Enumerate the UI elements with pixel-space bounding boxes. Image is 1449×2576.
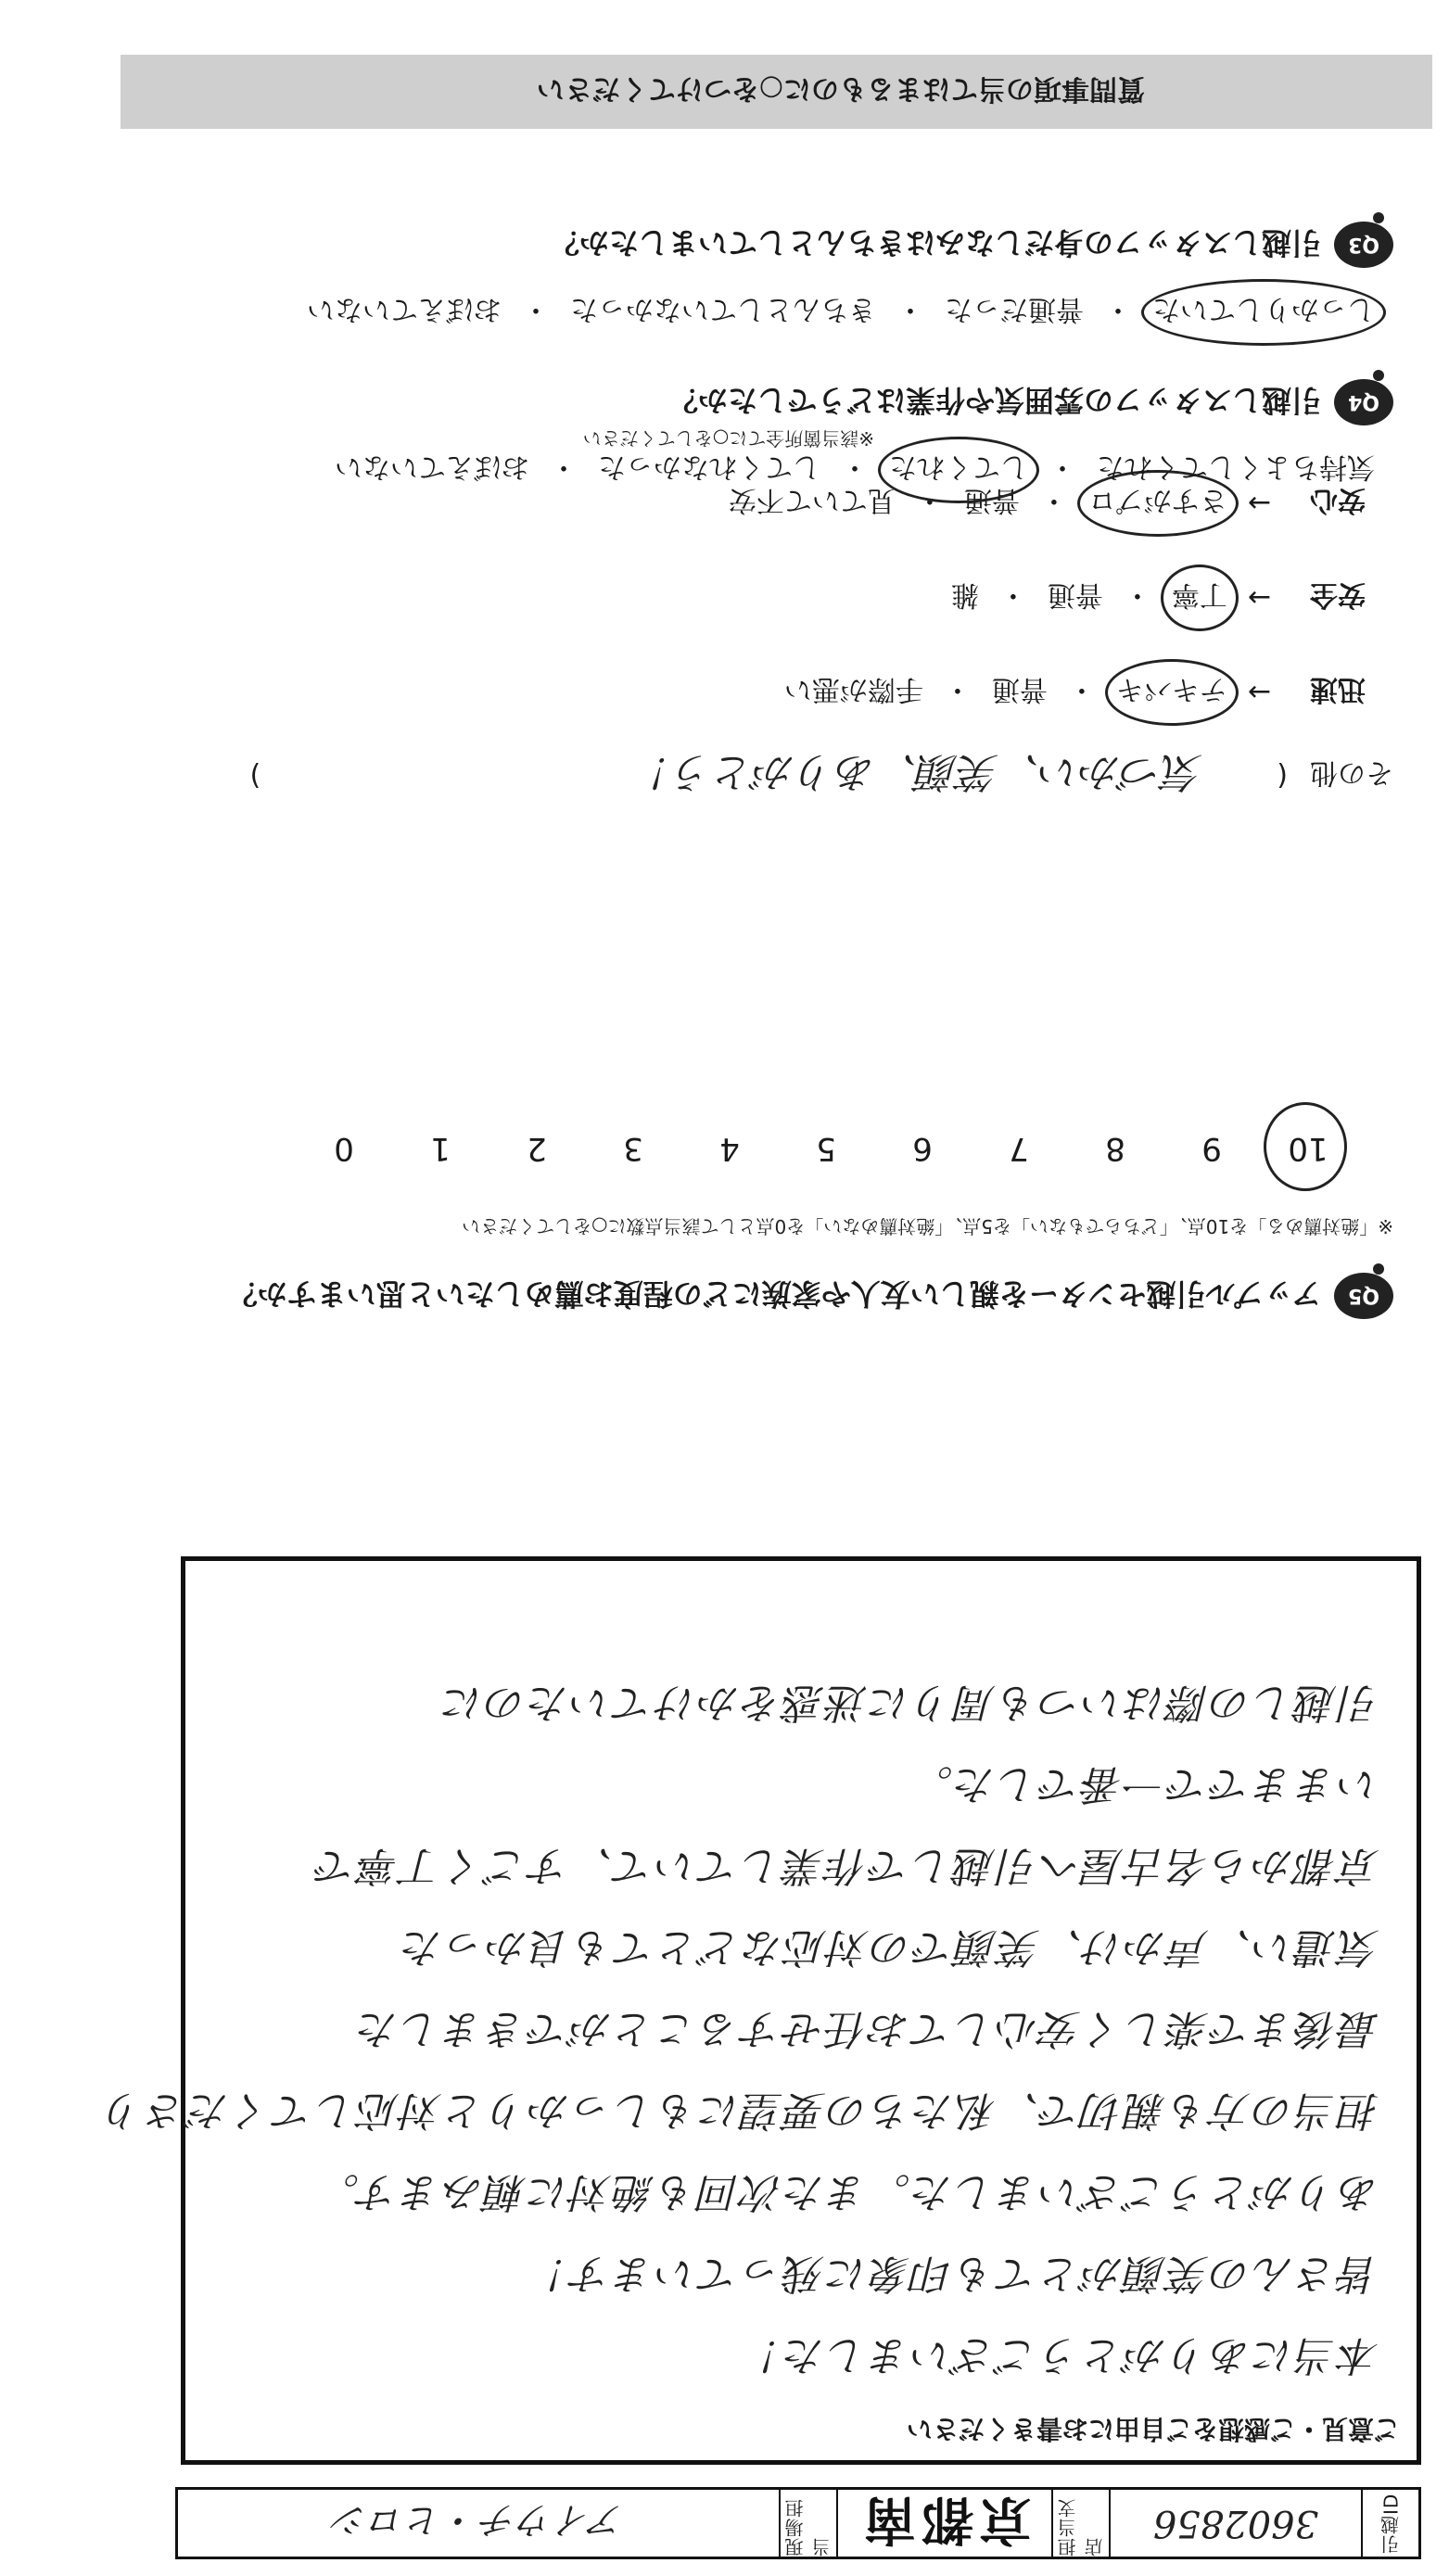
comment-line: 皆さんの笑顔がとても印象に残っています！: [527, 2250, 1379, 2297]
score-option[interactable]: 2: [527, 1130, 547, 1167]
q3-option[interactable]: おぼえていない: [307, 293, 502, 325]
q3-option[interactable]: しっかりしていた: [1152, 292, 1375, 333]
branch-value-cell: [836, 2490, 1051, 2557]
id-value: 3602856: [1152, 2502, 1319, 2544]
q4-option[interactable]: 手際が悪い: [783, 673, 923, 705]
header-strip: [175, 2487, 1421, 2559]
q4-other-text[interactable]: 気づかい、笑顔、ありがとう！: [631, 748, 1203, 795]
comment-line: 最後まで楽しく安心してお任せすることができました: [356, 2005, 1379, 2052]
q4-note: ※該当箇所全てに○をしてください: [582, 427, 874, 450]
q4-row-relief: 安心 → さすがプロ ・ 普通 ・ 見ていて不安: [729, 483, 1366, 524]
comment-line: ありがとうございました。また次回も絶対に頼みます。: [316, 2168, 1379, 2215]
q4-row-speed: 迅速 → テキパキ ・ 普通 ・ 手際が悪い: [784, 672, 1366, 713]
comment-line: 引越しの際はいつも周りに迷惑をかけていたのに: [441, 1679, 1379, 1726]
q4-option[interactable]: 普通: [991, 673, 1048, 705]
score-option[interactable]: 1: [430, 1130, 451, 1167]
team-value: アイウチ・ヒロシ: [331, 2498, 626, 2542]
comment-line: 担当の方も親切で、私たちの要望にもしっかりと対応してくださり: [100, 2087, 1379, 2134]
comment-line: いままでで一番でした。: [910, 1760, 1379, 1808]
q4-option[interactable]: テキパキ: [1116, 672, 1227, 713]
branch-value: 京都南: [858, 2489, 1031, 2550]
branch-label: 担当支店: [1057, 2498, 1106, 2557]
q4-option[interactable]: 丁寧: [1172, 577, 1227, 618]
q2-option[interactable]: してくれなかった: [598, 450, 820, 483]
comments-lines: [100, 1661, 1379, 2395]
questions-banner: 質問事項の当てはまるものに○をつけてください: [121, 55, 1432, 129]
q3-badge: Q3: [1334, 222, 1393, 268]
q2-option[interactable]: してくれた: [889, 450, 1028, 490]
q4-row-safety: 安全 → 丁寧 ・ 普通 ・ 雑: [951, 577, 1366, 618]
comment-line: 京都から名古屋へ引越しで作業していて、すごく丁寧で: [313, 1842, 1379, 1889]
team-value-cell: [178, 2490, 779, 2557]
q4-other-label: その他: [1310, 756, 1393, 789]
q4-row-label: 安全: [1310, 578, 1366, 611]
team-label: 現場担当: [784, 2498, 833, 2557]
score-option[interactable]: 3: [623, 1130, 643, 1167]
q2-option[interactable]: 気持ちよくしてくれた: [1097, 450, 1375, 483]
score-option[interactable]: 5: [816, 1130, 836, 1167]
q3-option[interactable]: 普通だった: [945, 293, 1084, 325]
q2-option[interactable]: おぼえていない: [335, 450, 529, 483]
q3-options: しっかりしていた ・ 普通だった ・ きちんとしていなかった ・ おぼえていない: [307, 292, 1375, 333]
score-option[interactable]: 8: [1105, 1130, 1125, 1167]
q2-options: 気持ちよくしてくれた ・ してくれた ・ してくれなかった ・ おぼえていない: [335, 450, 1375, 490]
score-option[interactable]: 7: [1009, 1130, 1029, 1167]
q5-row: [228, 1273, 1393, 1319]
q4-option[interactable]: 雑: [950, 578, 979, 611]
comment-line: 本当にありがとうございました！: [740, 2331, 1379, 2379]
score-option[interactable]: 4: [719, 1130, 740, 1167]
score-option[interactable]: 9: [1201, 1130, 1222, 1167]
q5-note: ※「絶対薦める」を10点、「どちらでもない」を5点、「絶対薦めない」を0点として該当点数に○をしてください: [462, 1215, 1393, 1237]
score-option[interactable]: 10: [1260, 1130, 1356, 1167]
q4-option[interactable]: 普通: [1047, 578, 1103, 611]
q3-text: 引越しスタッフの身だしなみはきちんとしていましたか？: [549, 225, 1321, 260]
q4-row-label: 安心: [1310, 484, 1366, 516]
branch-label-cell: [1051, 2490, 1109, 2557]
score-option[interactable]: 0: [334, 1130, 354, 1167]
q4-badge: Q4: [1334, 379, 1393, 425]
q4-row: [668, 379, 1393, 425]
id-label-cell: [1361, 2490, 1418, 2557]
q4-row-label: 迅速: [1310, 673, 1366, 705]
comments-box: [100, 1556, 1421, 2465]
q3-row: [550, 222, 1393, 268]
q4-text: 引越しスタッフの雰囲気や作業はどうでしたか？: [667, 383, 1321, 418]
id-label: 引越ID: [1379, 2493, 1403, 2554]
q5-badge: Q5: [1334, 1273, 1393, 1319]
score-option[interactable]: 6: [912, 1130, 933, 1167]
comment-line: 気遣い、声かけ、笑顔での対応などとても良かった: [400, 1923, 1379, 1971]
q5-text: アップル引越センターを親しい友人や家族にどの程度お薦めしたいと思いますか？: [227, 1276, 1321, 1312]
q3-option[interactable]: きちんとしていなかった: [570, 293, 876, 325]
comments-heading: ご意見・ご感想をご自由にお書きください: [906, 2414, 1400, 2444]
id-value-cell: [1109, 2490, 1361, 2557]
q4-option[interactable]: さすがプロ: [1088, 483, 1227, 524]
q4-option[interactable]: 普通: [963, 484, 1020, 516]
q5-scale: [296, 1130, 1356, 1167]
q4-other: その他 ( 気づかい、笑顔、ありがとう！ ): [250, 746, 1393, 806]
q4-option[interactable]: 見ていて不安: [728, 484, 896, 516]
team-label-cell: [779, 2490, 836, 2557]
